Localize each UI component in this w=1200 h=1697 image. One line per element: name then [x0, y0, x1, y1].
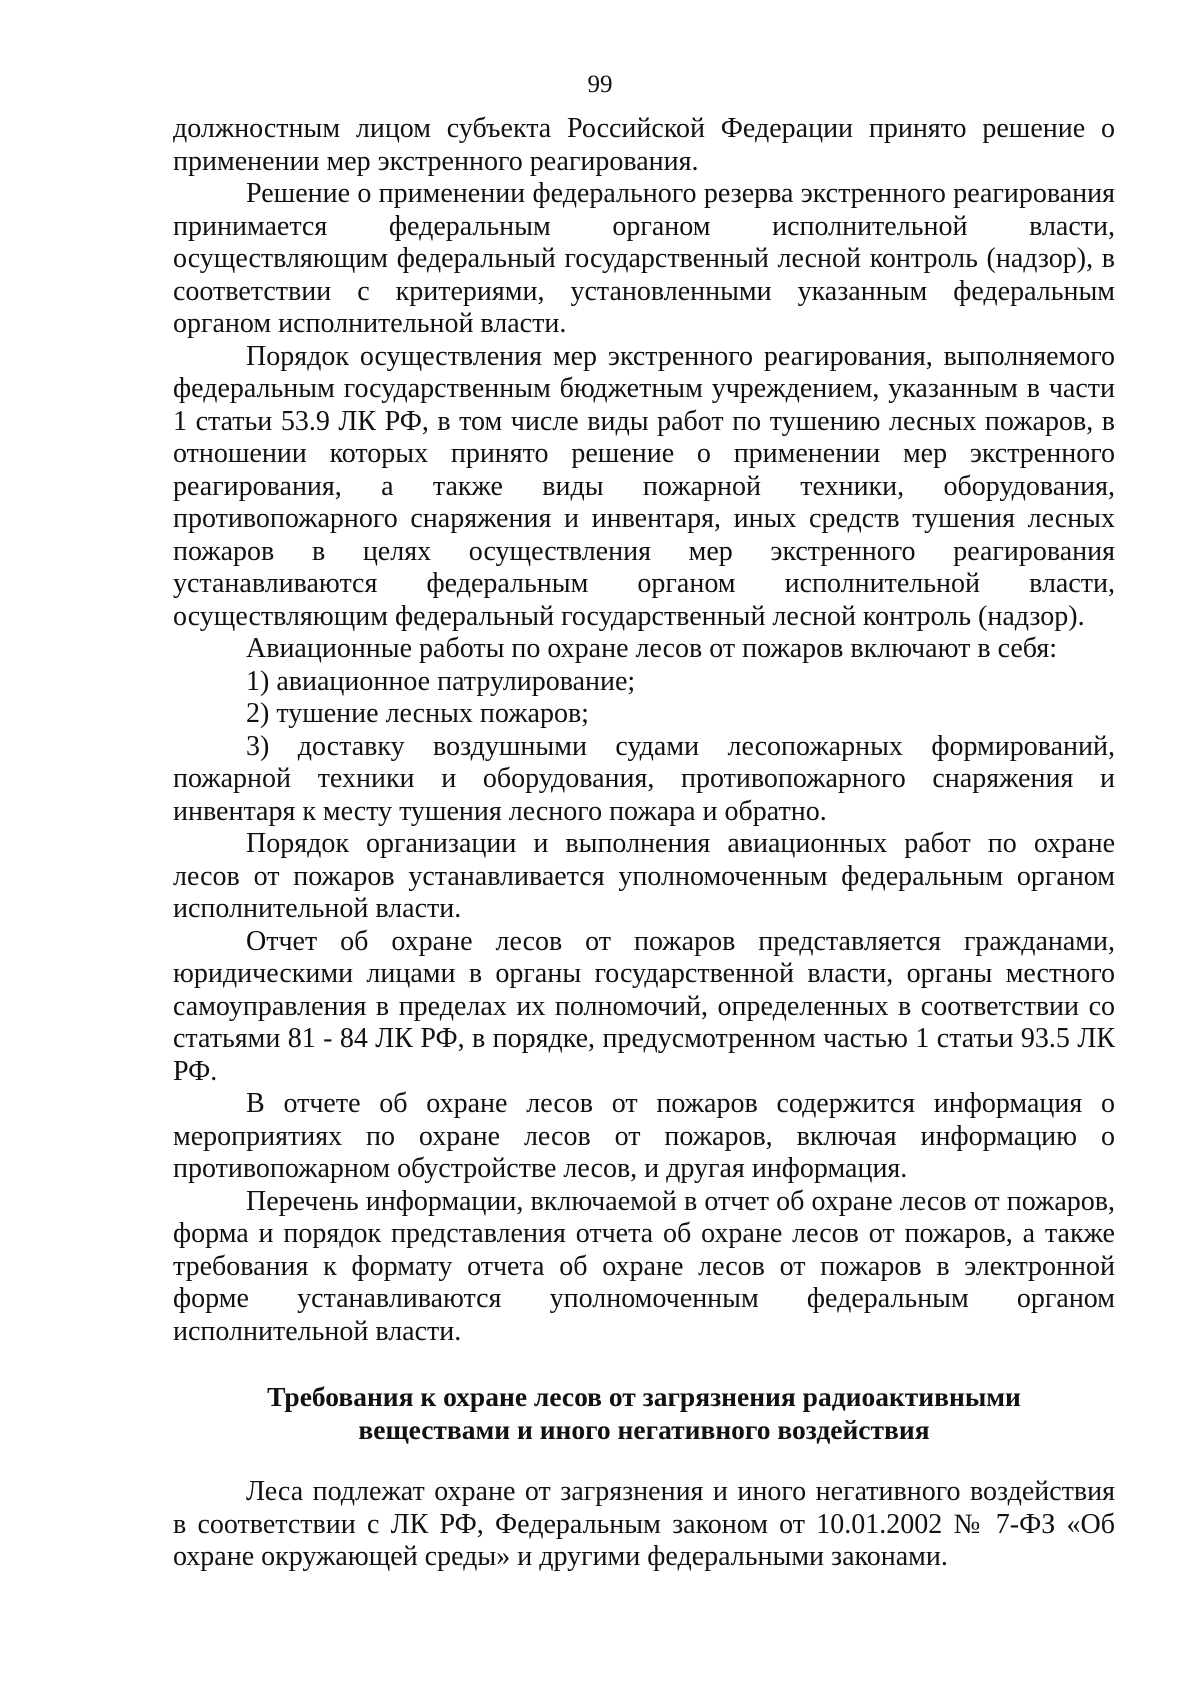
document-body — [173, 113, 1115, 1574]
section-heading-line-1: Требования к охране лесов от загрязнения радиоактивными — [267, 1381, 1021, 1412]
paragraph-pollution-protection: Леса подлежат охране от загрязнения и иного негативного воздействия в соответствии с ЛК РФ, Федеральным законом от 10.01.2002 № 7-ФЗ «Об охране окружающей среды» и другими федеральными законами. — [173, 1476, 1115, 1572]
paragraph-aviation-works: Авиационные работы по охране лесов от пожаров включают в себя: — [246, 633, 1057, 664]
page-number: 99 — [587, 71, 613, 98]
section-heading — [173, 1381, 1115, 1446]
paragraph-aviation-procedure: Порядок организации и выполнения авиационных работ по охране лесов от пожаров устанавливается уполномоченным федеральным органом исполнительной власти. — [173, 828, 1115, 924]
paragraph-reserve-decision: Решение о применении федерального резерва экстренного реагирования принимается федеральным органом исполнительной власти, осуществляющим федеральный государственный лесной контроль (надзор), в соответствии с критериями, установленными указанным федеральным органом исполнительной власти. — [173, 178, 1115, 339]
paragraph-report-content: В отчете об охране лесов от пожаров содержится информация о мероприятиях по охране лесов от пожаров, включая информацию о противопожарном обустройстве лесов, и другая информация. — [173, 1088, 1115, 1184]
list-item-extinguishing: 2) тушение лесных пожаров; — [246, 698, 589, 729]
list-item-delivery: 3) доставку воздушными судами лесопожарных формирований, пожарной техники и оборудования, противопожарного снаряжения и инвентаря к месту тушения лесного пожара и обратно. — [173, 730, 1115, 827]
paragraph-report-format: Перечень информации, включаемой в отчет об охране лесов от пожаров, форма и порядок представления отчета об охране лесов от пожаров, а также требования к формату отчета об охране лесов от пожаров в электронной форме устанавливаются уполномоченным федеральным органом исполнительной власти. — [173, 1185, 1115, 1347]
section-heading-line-2: веществами и иного негативного воздействия — [358, 1413, 930, 1445]
paragraph-continuation: должностным лицом субъекта Российской Федерации принято решение о применении мер экстренного реагирования. — [173, 113, 1115, 177]
list-item-patrol: 1) авиационное патрулирование; — [246, 665, 636, 697]
paragraph-report-submission: Отчет об охране лесов от пожаров представляется гражданами, юридическими лицами в органы государственной власти, органы местного самоуправления в пределах их полномочий, определенных в соответствии со статьями 81 - 84 ЛК РФ, в порядке, предусмотренном частью 1 статьи 93.5 ЛК РФ. — [173, 925, 1115, 1087]
paragraph-emergency-measures: Порядок осуществления мер экстренного реагирования, выполняемого федеральным государственным бюджетным учреждением, указанным в части 1 статьи 53.9 ЛК РФ, в том числе виды работ по тушению лесных пожаров, в отношении которых принято решение о применении мер экстренного реагирования, а также виды пожарной техники, оборудования, противопожарного снаряжения и инвентаря, иных средств тушения лесных пожаров в целях осуществления мер экстренного реагирования устанавливаются федеральным органом исполнительной власти, осуществляющим федеральный государственный лесной контроль (надзор). — [173, 340, 1115, 632]
